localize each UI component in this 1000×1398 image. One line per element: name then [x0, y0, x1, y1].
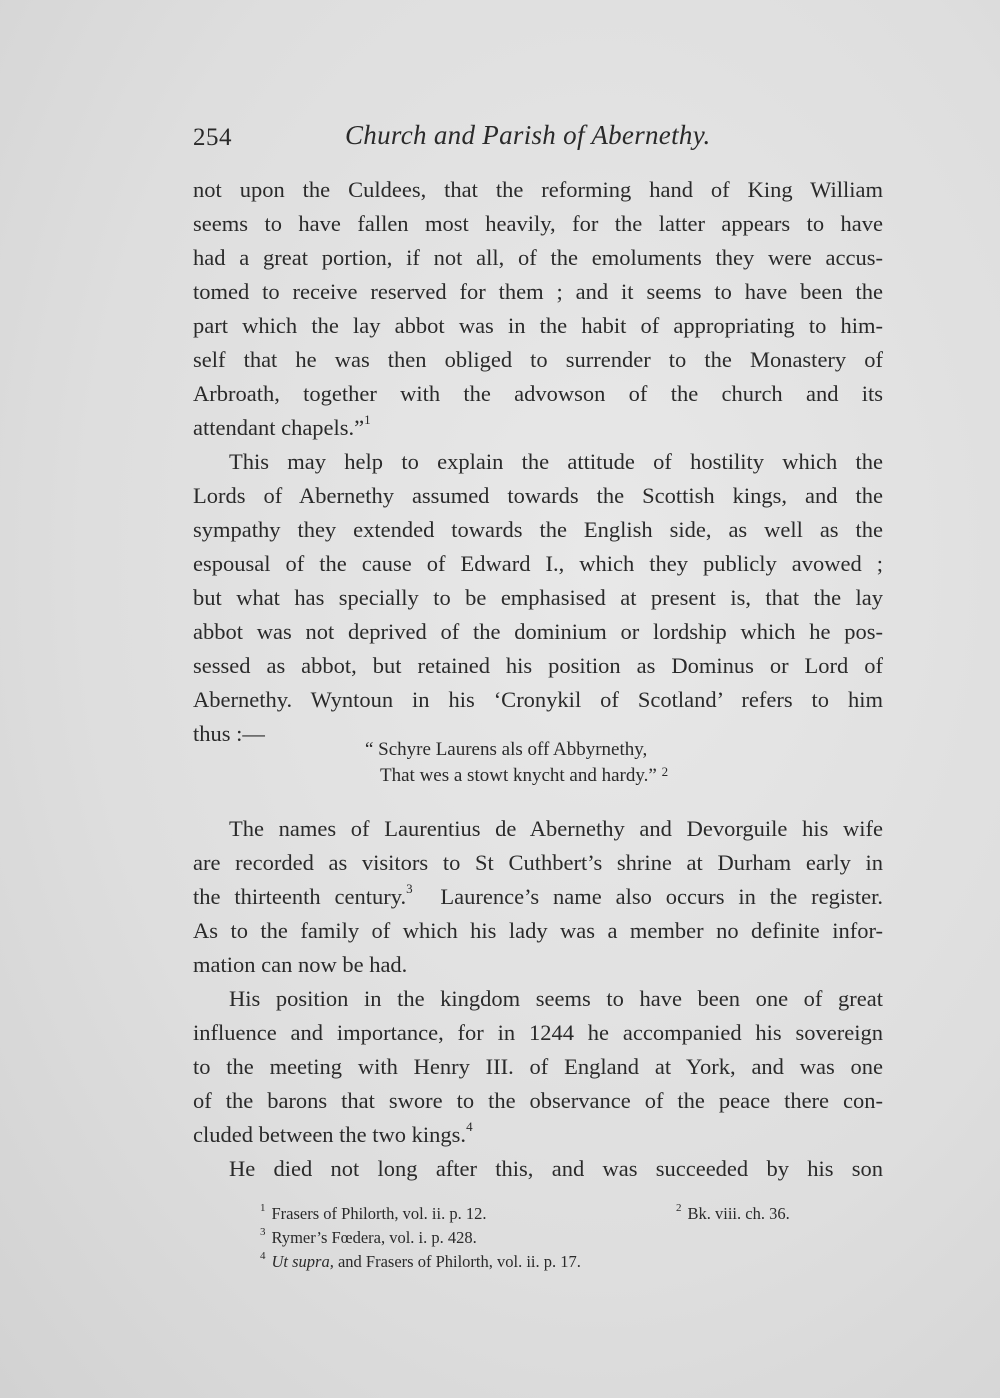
- running-title: Church and Parish of Abernethy.: [345, 120, 711, 150]
- text-line: had a great portion, if not all, of the emoluments they were accus-: [193, 245, 883, 270]
- text-segment: attendant chapels.”: [193, 415, 365, 440]
- footnote-number: 3: [260, 1226, 266, 1238]
- text-line: self that he was then obliged to surrender to the Monastery of: [193, 347, 883, 372]
- text-line: abbot was not deprived of the dominium or lordship which he pos-: [193, 619, 883, 644]
- body-text: [193, 173, 883, 751]
- text-line: part which the lay abbot was in the habit of appropriating to him-: [193, 313, 883, 338]
- text-line: mation can now be had.: [193, 952, 408, 977]
- text-line: sympathy they extended towards the English side, as well as the: [193, 517, 883, 542]
- footnotes: [260, 1202, 860, 1274]
- text-line: of the barons that swore to the observance of the peace there con-: [193, 1088, 883, 1113]
- text-segment: Laurence’s name also occurs in the register.: [440, 884, 883, 909]
- text-segment: cluded between the two kings.: [193, 1122, 467, 1147]
- text-line: [193, 411, 883, 445]
- text-line: espousal of the cause of Edward I., which they publicly avowed ;: [193, 551, 883, 576]
- text-line: He died not long after this, and was succeeded by his son: [229, 1156, 883, 1181]
- verse-line: “ Schyre Laurens als off Abbyrnethy,: [365, 739, 648, 760]
- body-text-continued: [193, 812, 883, 1186]
- text-line: not upon the Culdees, that the reforming hand of King William: [193, 177, 883, 202]
- footnote-number: 1: [260, 1202, 266, 1214]
- text-line: thus :—: [193, 721, 265, 746]
- footnote-text: Bk. viii. ch. 36.: [687, 1204, 790, 1223]
- page-header: [193, 118, 883, 158]
- footnote-ref: 2: [661, 764, 669, 779]
- footnote-text: and Frasers of Philorth, vol. ii. p. 17.: [333, 1252, 581, 1271]
- footnote: [260, 1250, 860, 1274]
- text-line: seems to have fallen most heavily, for the latter appears to have: [193, 211, 883, 236]
- footnote-text: Frasers of Philorth, vol. ii. p. 12.: [271, 1204, 487, 1223]
- verse-line: [380, 763, 840, 789]
- text-line: sessed as abbot, but retained his position as Dominus or Lord of: [193, 653, 883, 678]
- text-line: to the meeting with Henry III. of England at York, and was one: [193, 1054, 883, 1079]
- text-line: The names of Laurentius de Abernethy and Devorguile his wife: [229, 816, 883, 841]
- text-line: Arbroath, together with the advowson of the church and its: [193, 381, 883, 406]
- footnote-text: Rymer’s Fœdera, vol. i. p. 428.: [271, 1228, 477, 1247]
- text-line: are recorded as visitors to St Cuthbert’s shrine at Durham early in: [193, 850, 883, 875]
- footnote-ref: 3: [406, 881, 413, 896]
- text-line: [193, 880, 883, 914]
- text-segment: the thirteenth century.: [193, 884, 407, 909]
- footnote-ref: 4: [466, 1119, 473, 1134]
- footnote: [260, 1226, 860, 1250]
- text-line: His position in the kingdom seems to have been one of great: [229, 986, 883, 1011]
- text-line: Lords of Abernethy assumed towards the Scottish kings, and the: [193, 483, 883, 508]
- footnote-italic-text: Ut supra,: [271, 1252, 334, 1271]
- footnote-number: 4: [260, 1250, 266, 1262]
- footnote: [260, 1202, 860, 1226]
- text-line: [193, 1118, 883, 1152]
- footnote: [676, 1202, 790, 1226]
- text-line: influence and importance, for in 1244 he accompanied his sovereign: [193, 1020, 883, 1045]
- page-number: 254: [193, 124, 232, 151]
- text-line: Abernethy. Wyntoun in his ‘Cronykil of Scotland’ refers to him: [193, 687, 883, 712]
- text-line: As to the family of which his lady was a member no definite infor-: [193, 918, 883, 943]
- text-line: tomed to receive reserved for them ; and it seems to have been the: [193, 279, 883, 304]
- footnote-ref: 1: [364, 412, 371, 427]
- footnote-number: 2: [676, 1202, 682, 1214]
- text-segment: That wes a stowt knycht and hardy.”: [380, 765, 657, 786]
- text-line: This may help to explain the attitude of hostility which the: [229, 449, 883, 474]
- text-line: but what has specially to be emphasised at present is, that the lay: [193, 585, 883, 610]
